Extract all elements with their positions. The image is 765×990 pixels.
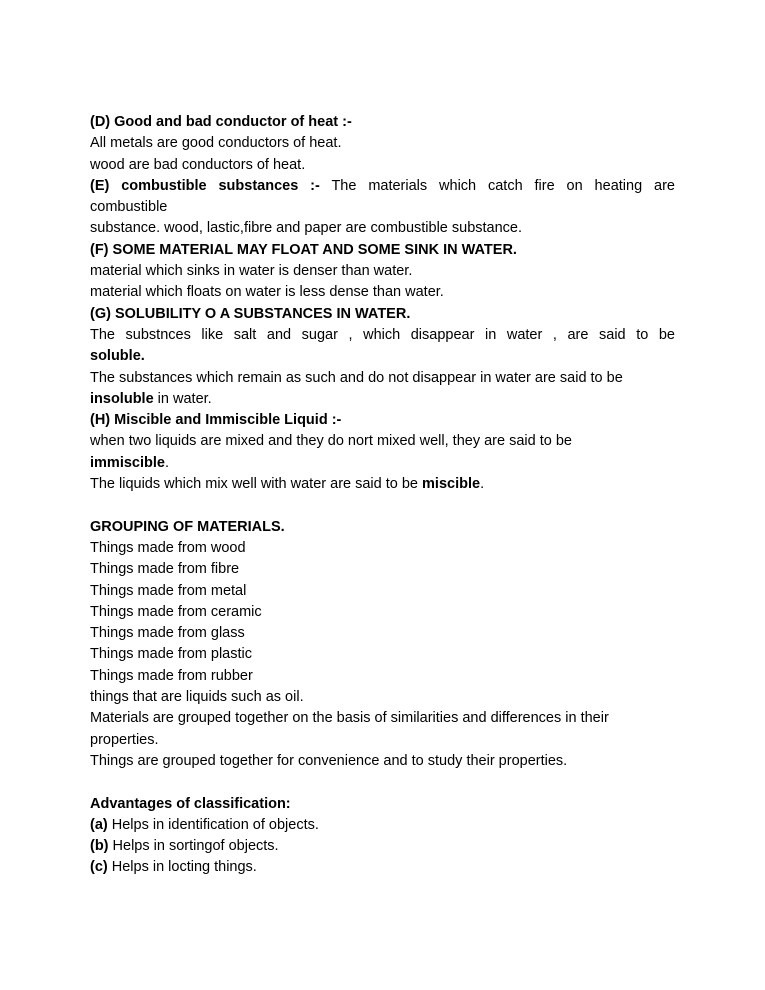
advantage-item: (a) Helps in identification of objects.: [90, 816, 319, 833]
section-d-line-2: wood are bad conductors of heat.: [90, 156, 306, 173]
advantages-heading: Advantages of classification:: [90, 795, 291, 812]
section-e-text-continued: combustible: [90, 199, 168, 216]
section-e-text: The materials which catch fire on heating are: [331, 177, 675, 194]
section-f-heading: (F) SOME MATERIAL MAY FLOAT AND SOME SINK IN WATER.: [90, 241, 517, 258]
grouping-item: things that are liquids such as oil.: [90, 689, 304, 706]
grouping-paragraph-2: Things are grouped together for convenience and to study their properties.: [90, 752, 568, 769]
grouping-item: Things made from wood: [90, 539, 246, 556]
grouping-item: Things made from fibre: [90, 561, 240, 578]
section-e-line-2: substance. wood, lastic,fibre and paper are combustible substance.: [90, 220, 523, 237]
section-d-line-1: All metals are good conductors of heat.: [90, 135, 342, 152]
section-e-heading: (E) combustible substances :-: [90, 177, 320, 194]
grouping-item: Things made from ceramic: [90, 603, 262, 620]
grouping-item: Things made from plastic: [90, 646, 252, 663]
section-h-line-1: when two liquids are mixed and they do nort mixed well, they are said to be: [90, 433, 572, 450]
section-h-heading: (H) Miscible and Immiscible Liquid :-: [90, 412, 342, 429]
grouping-paragraph-1: Materials are grouped together on the basis of similarities and differences in their: [90, 710, 609, 727]
grouping-item: Things made from glass: [90, 625, 245, 642]
section-g-heading: (G) SOLUBILITY O A SUBSTANCES IN WATER.: [90, 305, 411, 322]
section-h-line-2: The liquids which mix well with water are said to be miscible.: [90, 476, 485, 493]
section-h-line-1-bold: immiscible.: [90, 454, 169, 471]
grouping-heading: GROUPING OF MATERIALS.: [90, 518, 285, 535]
document-page: [90, 112, 675, 879]
section-g-line-1-bold: soluble.: [90, 348, 145, 365]
section-g-line-2-bold: insoluble in water.: [90, 390, 212, 407]
advantage-item: (c) Helps in locting things.: [90, 859, 257, 876]
advantage-item: (b) Helps in sortingof objects.: [90, 838, 279, 855]
grouping-item: Things made from rubber: [90, 667, 253, 684]
grouping-item: Things made from metal: [90, 582, 247, 599]
section-g-line-2: The substances which remain as such and do not disappear in water are said to be: [90, 369, 623, 386]
section-f-line-1: material which sinks in water is denser than water.: [90, 263, 413, 280]
section-d-heading: (D) Good and bad conductor of heat :-: [90, 114, 352, 130]
section-e-heading-line: [90, 176, 675, 197]
section-f-line-2: material which floats on water is less dense than water.: [90, 284, 444, 301]
grouping-paragraph-1-continued: properties.: [90, 731, 159, 748]
section-g-line-1: The substnces like salt and sugar , which disappear in water , are said to be: [90, 326, 675, 343]
